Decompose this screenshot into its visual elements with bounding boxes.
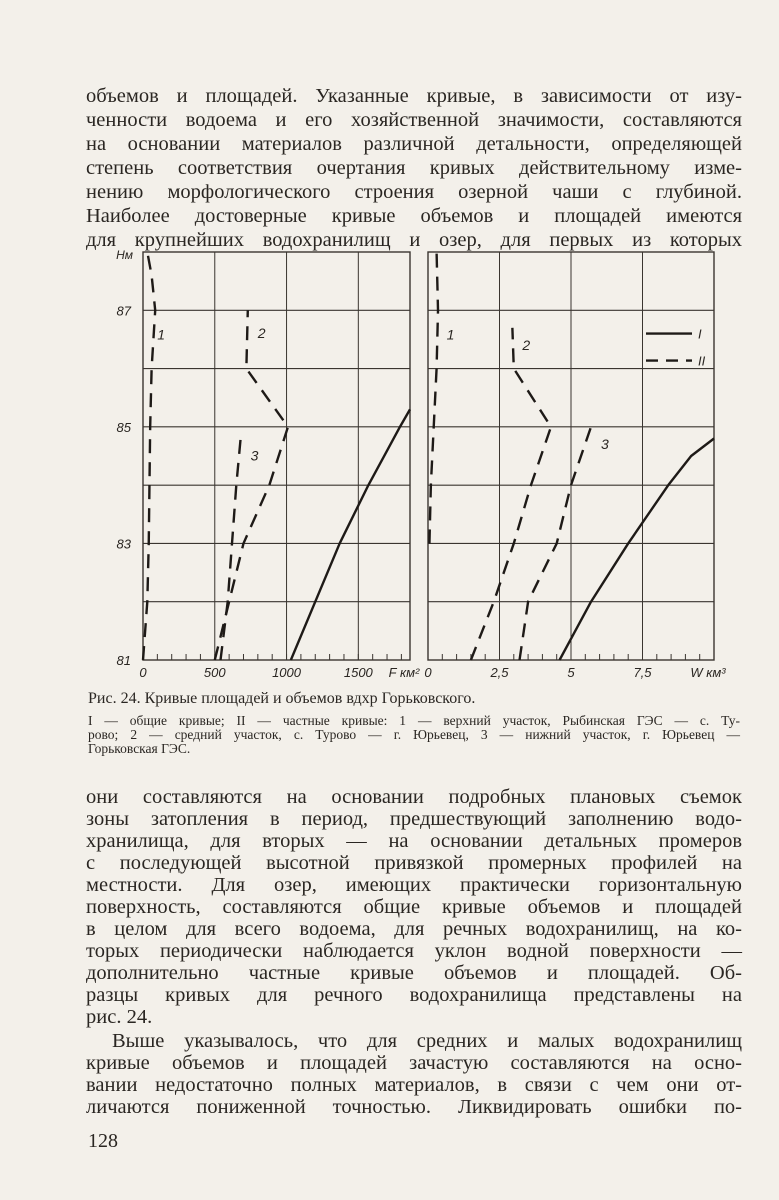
text-line: объемов и площадей. Указанные кривые, в зависимости от изу- (86, 85, 742, 107)
text-line: хранилища, для вторых — на основании детальных промеров (86, 830, 742, 852)
x-axis-label: W км³ (690, 665, 726, 680)
legend-label: I (698, 326, 702, 342)
text-line: личаются пониженной точностью. Ликвидировать ошибки по- (86, 1096, 742, 1118)
text-line: поверхность, составляются общие кривые объемов и площадей (86, 896, 742, 918)
figure-legend-line: Горьковская ГЭС. (88, 741, 191, 756)
series-label: 2 (522, 336, 531, 353)
series-line-2 (471, 328, 551, 660)
series-label: 3 (250, 447, 259, 464)
text-line: торых периодически наблюдается уклон водной поверхности — (86, 940, 742, 962)
figure-legend-line: рово; 2 — средний участок, с. Турово — г. Юрьевец, 3 — нижний участок, г. Юрьевец — (88, 727, 740, 742)
text-line: Выше указывалось, что для средних и малых водохранилищ (112, 1030, 742, 1052)
series-line-I (291, 409, 410, 660)
figure-caption: Рис. 24. Кривые площадей и объемов вдхр Горьковского. (88, 690, 476, 707)
series-label: 1 (446, 326, 455, 343)
y-tick-label: 81 (116, 653, 131, 668)
text-line: на основании материалов различной детальности, определяющей (86, 133, 742, 155)
series-label: 3 (601, 435, 609, 452)
text-line: вании недостаточно полных материалов, в связи с чем они от- (86, 1074, 742, 1096)
y-tick-label: 83 (116, 536, 131, 552)
y-tick-label: 85 (116, 419, 131, 435)
x-tick-label: 1000 (272, 665, 302, 680)
series-line-I (560, 439, 714, 660)
x-tick-label: 7,5 (633, 665, 652, 680)
text-line: ченности водоема и его хозяйственной значимости, составляются (86, 109, 742, 131)
text-line: они составляются на основании подробных плановых съемок (86, 786, 742, 808)
text-line: рис. 24. (86, 1006, 153, 1028)
text-line: для крупнейших водохранилищ и озер, для первых из которых (86, 229, 742, 251)
series-label: 1 (157, 326, 166, 343)
text-line: с последующей высотной привязкой промерных профилей на (86, 852, 742, 874)
x-axis-label: F км² (388, 665, 420, 680)
text-line: кривые объемов и площадей зачастую составляются на осно- (86, 1052, 742, 1074)
x-tick-label: 0 (424, 665, 432, 680)
x-tick-label: 2,5 (490, 665, 509, 680)
x-tick-label: 500 (203, 665, 226, 680)
text-line: в целом для всего водоема, для речных водохранилищ, на ко- (86, 918, 742, 940)
x-tick-label: 0 (139, 665, 147, 680)
series-line-1 (429, 252, 438, 543)
text-line: местности. Для озер, имеющих практически горизонтальную (86, 874, 742, 896)
y-tick-label: 87 (116, 303, 131, 319)
y-axis-label: Нм (116, 248, 133, 262)
x-tick-label: 1500 (343, 665, 373, 680)
text-line: нению морфологического строения озерной чаши с глубиной. (86, 181, 742, 203)
text-line: степень соответствия очертания кривых действительному изме- (86, 157, 742, 179)
x-tick-label: 5 (567, 665, 575, 680)
text-line: разцы кривых для речного водохранилища представлены на (86, 984, 742, 1006)
text-line: Наиболее достоверные кривые объемов и площадей имеются (86, 205, 742, 227)
series-label: 2 (257, 325, 266, 342)
series-line-1 (143, 252, 155, 660)
text-line: дополнительно частные кривые объемов и площадей. Об- (86, 962, 742, 984)
figure-legend-line: I — общие кривые; II — частные кривые: 1 — верхний участок, Рыбинская ГЭС — с. Ту- (88, 713, 740, 728)
plot-frame (143, 252, 410, 660)
page-number: 128 (88, 1130, 118, 1152)
text-line: зоны затопления в период, предшествующий заполнению водо- (86, 808, 742, 830)
series-line-3 (221, 439, 241, 660)
legend-label: II (698, 353, 706, 369)
